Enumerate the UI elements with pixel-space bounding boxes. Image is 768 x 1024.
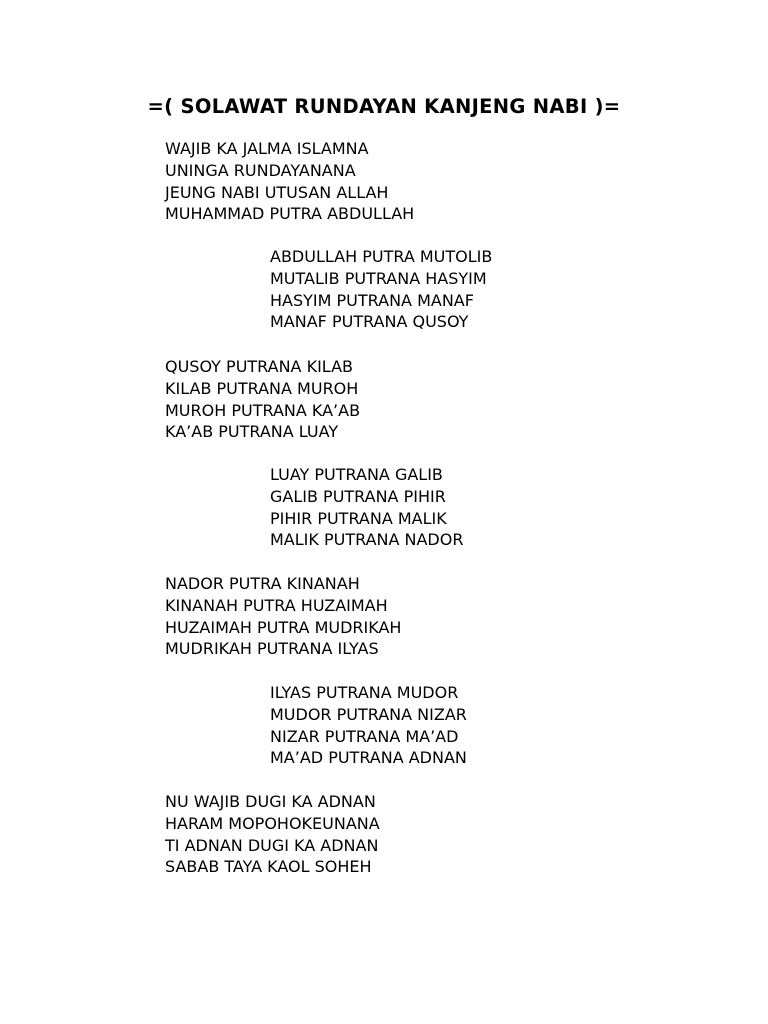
stanza-2 <box>270 246 492 333</box>
verse-line: MA’AD PUTRANA ADNAN <box>270 748 467 768</box>
verse-line: HUZAIMAH PUTRA MUDRIKAH <box>165 617 402 637</box>
verse-line: KILAB PUTRANA MUROH <box>165 378 359 398</box>
verse-line: GALIB PUTRANA PIHIR <box>270 486 446 506</box>
verse-line: ILYAS PUTRANA MUDOR <box>270 683 459 702</box>
verse-line: NU WAJIB DUGI KA ADNAN <box>165 792 376 811</box>
verse-line: MUROH PUTRANA KA’AB <box>165 400 361 420</box>
page-title: =( SOLAWAT RUNDAYAN KANJENG NABI )= <box>147 95 621 118</box>
verse-line: MALIK PUTRANA NADOR <box>270 530 464 550</box>
verse-line: SABAB TAYA KAOL SOHEH <box>165 857 372 877</box>
verse-line: MUHAMMAD PUTRA ABDULLAH <box>165 204 415 224</box>
verse-line: ABDULLAH PUTRA MUTOLIB <box>270 247 493 266</box>
verse-line: MUDOR PUTRANA NIZAR <box>270 704 467 724</box>
verse-line: WAJIB KA JALMA ISLAMNA <box>165 139 369 158</box>
stanza-7 <box>165 791 380 878</box>
verse-line: QUSOY PUTRANA KILAB <box>165 357 353 376</box>
verse-line: HARAM MOPOHOKEUNANA <box>165 813 380 833</box>
verse-line: TI ADNAN DUGI KA ADNAN <box>165 835 379 855</box>
stanza-4 <box>270 464 463 551</box>
verse-line: NADOR PUTRA KINANAH <box>165 574 360 593</box>
verse-line: MUTALIB PUTRANA HASYIM <box>270 268 487 288</box>
stanza-1 <box>165 138 414 225</box>
verse-line: LUAY PUTRANA GALIB <box>270 465 443 484</box>
verse-line: UNINGA RUNDAYANANA <box>165 160 356 180</box>
stanza-5 <box>165 573 401 660</box>
stanza-3 <box>165 356 360 443</box>
verse-line: KA’AB PUTRANA LUAY <box>165 422 339 442</box>
verse-line: PIHIR PUTRANA MALIK <box>270 508 447 528</box>
verse-line: KINANAH PUTRA HUZAIMAH <box>165 595 388 615</box>
verse-line: JEUNG NABI UTUSAN ALLAH <box>165 182 389 202</box>
verse-line: MANAF PUTRANA QUSOY <box>270 312 469 332</box>
verse-line: HASYIM PUTRANA MANAF <box>270 290 474 310</box>
verse-line: NIZAR PUTRANA MA’AD <box>270 726 459 746</box>
verse-line: MUDRIKAH PUTRANA ILYAS <box>165 639 379 659</box>
stanza-6 <box>270 682 467 769</box>
